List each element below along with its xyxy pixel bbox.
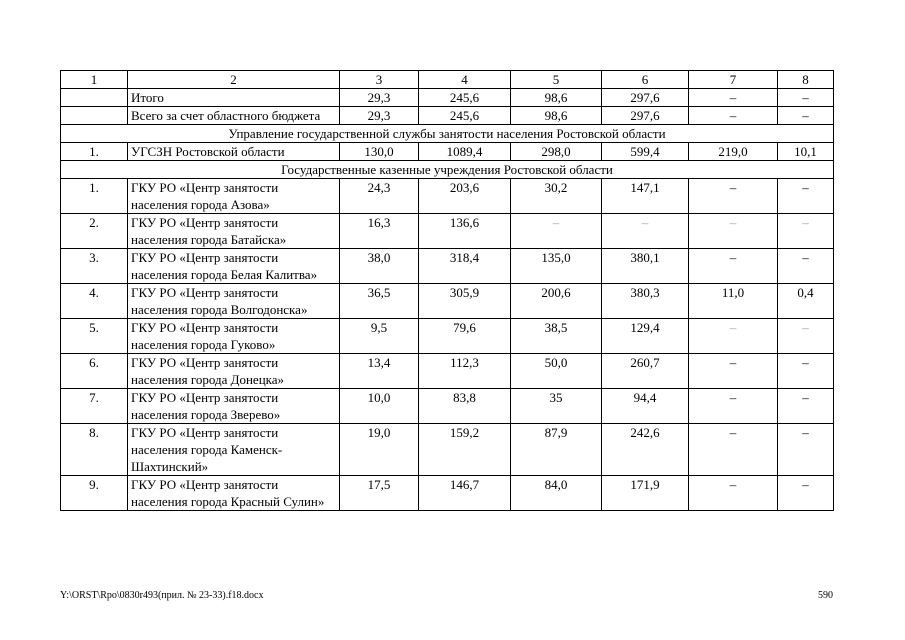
- table-row: [61, 476, 834, 511]
- institution-name: Итого: [128, 89, 340, 107]
- value-cell: 380,3: [602, 284, 689, 319]
- value-cell: –: [602, 214, 689, 249]
- value-cell: 147,1: [602, 179, 689, 214]
- value-cell: 297,6: [602, 89, 689, 107]
- value-cell: –: [778, 354, 834, 389]
- value-cell: 245,6: [419, 89, 511, 107]
- value-cell: –: [689, 249, 778, 284]
- value-cell: 203,6: [419, 179, 511, 214]
- value-cell: 0,4: [778, 284, 834, 319]
- section-header-row: [61, 161, 834, 179]
- table-row: [61, 179, 834, 214]
- value-cell: –: [778, 107, 834, 125]
- row-number: 1.: [61, 143, 128, 161]
- value-cell: 219,0: [689, 143, 778, 161]
- table-row: [61, 424, 834, 476]
- row-number: 6.: [61, 354, 128, 389]
- value-cell: 83,8: [419, 389, 511, 424]
- value-cell: –: [778, 214, 834, 249]
- value-cell: 29,3: [340, 89, 419, 107]
- value-cell: 599,4: [602, 143, 689, 161]
- institution-name: ГКУ РО «Центр занятости населения города Каменск-Шахтинский»: [128, 424, 340, 476]
- value-cell: –: [689, 476, 778, 511]
- column-number-cell: 4: [419, 71, 511, 89]
- column-number-cell: 7: [689, 71, 778, 89]
- value-cell: 13,4: [340, 354, 419, 389]
- value-cell: –: [778, 319, 834, 354]
- row-number: 3.: [61, 249, 128, 284]
- value-cell: 94,4: [602, 389, 689, 424]
- value-cell: 200,6: [511, 284, 602, 319]
- table-row: [61, 214, 834, 249]
- value-cell: –: [511, 214, 602, 249]
- row-number: 1.: [61, 179, 128, 214]
- value-cell: –: [778, 89, 834, 107]
- value-cell: –: [689, 319, 778, 354]
- value-cell: 129,4: [602, 319, 689, 354]
- value-cell: 98,6: [511, 89, 602, 107]
- institution-name: ГКУ РО «Центр занятости населения города Волгодонска»: [128, 284, 340, 319]
- column-number-cell: 8: [778, 71, 834, 89]
- value-cell: 36,5: [340, 284, 419, 319]
- institution-name: ГКУ РО «Центр занятости населения города Гуково»: [128, 319, 340, 354]
- institution-name: ГКУ РО «Центр занятости населения города Донецка»: [128, 354, 340, 389]
- value-cell: 297,6: [602, 107, 689, 125]
- value-cell: –: [778, 476, 834, 511]
- column-number-cell: 5: [511, 71, 602, 89]
- value-cell: –: [689, 107, 778, 125]
- column-number-cell: 3: [340, 71, 419, 89]
- value-cell: 318,4: [419, 249, 511, 284]
- value-cell: –: [778, 249, 834, 284]
- institution-name: ГКУ РО «Центр занятости населения города Белая Калитва»: [128, 249, 340, 284]
- institution-name: ГКУ РО «Центр занятости населения города Азова»: [128, 179, 340, 214]
- row-number: 7.: [61, 389, 128, 424]
- section-header-row: [61, 125, 834, 143]
- value-cell: 11,0: [689, 284, 778, 319]
- value-cell: 98,6: [511, 107, 602, 125]
- table-row: [61, 107, 834, 125]
- value-cell: –: [689, 89, 778, 107]
- value-cell: 298,0: [511, 143, 602, 161]
- value-cell: –: [778, 424, 834, 476]
- value-cell: 17,5: [340, 476, 419, 511]
- value-cell: 16,3: [340, 214, 419, 249]
- row-number: 4.: [61, 284, 128, 319]
- value-cell: –: [689, 389, 778, 424]
- table-row: [61, 284, 834, 319]
- institution-name: Всего за счет областного бюджета: [128, 107, 340, 125]
- value-cell: 35: [511, 389, 602, 424]
- value-cell: 30,2: [511, 179, 602, 214]
- section-title: Управление государственной службы занятости населения Ростовской области: [61, 125, 834, 143]
- row-number: [61, 107, 128, 125]
- value-cell: 10,0: [340, 389, 419, 424]
- value-cell: 24,3: [340, 179, 419, 214]
- table-row: [61, 319, 834, 354]
- value-cell: 87,9: [511, 424, 602, 476]
- value-cell: –: [689, 424, 778, 476]
- institution-name: ГКУ РО «Центр занятости населения города Батайска»: [128, 214, 340, 249]
- value-cell: 146,7: [419, 476, 511, 511]
- institution-name: УГСЗН Ростовской области: [128, 143, 340, 161]
- value-cell: –: [689, 214, 778, 249]
- value-cell: 1089,4: [419, 143, 511, 161]
- row-number: [61, 89, 128, 107]
- footer-file-path: Y:\ORST\Rpo\0830r493(прил. № 23-33).f18.docx: [60, 590, 264, 601]
- table-row: [61, 89, 834, 107]
- table-row: [61, 249, 834, 284]
- value-cell: 79,6: [419, 319, 511, 354]
- value-cell: 10,1: [778, 143, 834, 161]
- value-cell: 260,7: [602, 354, 689, 389]
- page-number: 590: [818, 590, 833, 601]
- value-cell: 38,5: [511, 319, 602, 354]
- table-row: [61, 389, 834, 424]
- row-number: 2.: [61, 214, 128, 249]
- value-cell: 380,1: [602, 249, 689, 284]
- value-cell: 29,3: [340, 107, 419, 125]
- institution-name: ГКУ РО «Центр занятости населения города Красный Сулин»: [128, 476, 340, 511]
- row-number: 8.: [61, 424, 128, 476]
- value-cell: 171,9: [602, 476, 689, 511]
- institution-name: ГКУ РО «Центр занятости населения города Зверево»: [128, 389, 340, 424]
- value-cell: –: [778, 179, 834, 214]
- section-title: Государственные казенные учреждения Ростовской области: [61, 161, 834, 179]
- value-cell: –: [689, 179, 778, 214]
- budget-table: [60, 70, 834, 511]
- value-cell: 135,0: [511, 249, 602, 284]
- column-number-row: [61, 71, 834, 89]
- value-cell: 245,6: [419, 107, 511, 125]
- row-number: 5.: [61, 319, 128, 354]
- value-cell: 19,0: [340, 424, 419, 476]
- value-cell: 112,3: [419, 354, 511, 389]
- value-cell: 159,2: [419, 424, 511, 476]
- table-row: [61, 143, 834, 161]
- column-number-cell: 2: [128, 71, 340, 89]
- value-cell: 9,5: [340, 319, 419, 354]
- value-cell: 305,9: [419, 284, 511, 319]
- value-cell: –: [689, 354, 778, 389]
- value-cell: 130,0: [340, 143, 419, 161]
- column-number-cell: 1: [61, 71, 128, 89]
- value-cell: –: [778, 389, 834, 424]
- row-number: 9.: [61, 476, 128, 511]
- value-cell: 38,0: [340, 249, 419, 284]
- column-number-cell: 6: [602, 71, 689, 89]
- value-cell: 242,6: [602, 424, 689, 476]
- table-row: [61, 354, 834, 389]
- value-cell: 136,6: [419, 214, 511, 249]
- value-cell: 84,0: [511, 476, 602, 511]
- value-cell: 50,0: [511, 354, 602, 389]
